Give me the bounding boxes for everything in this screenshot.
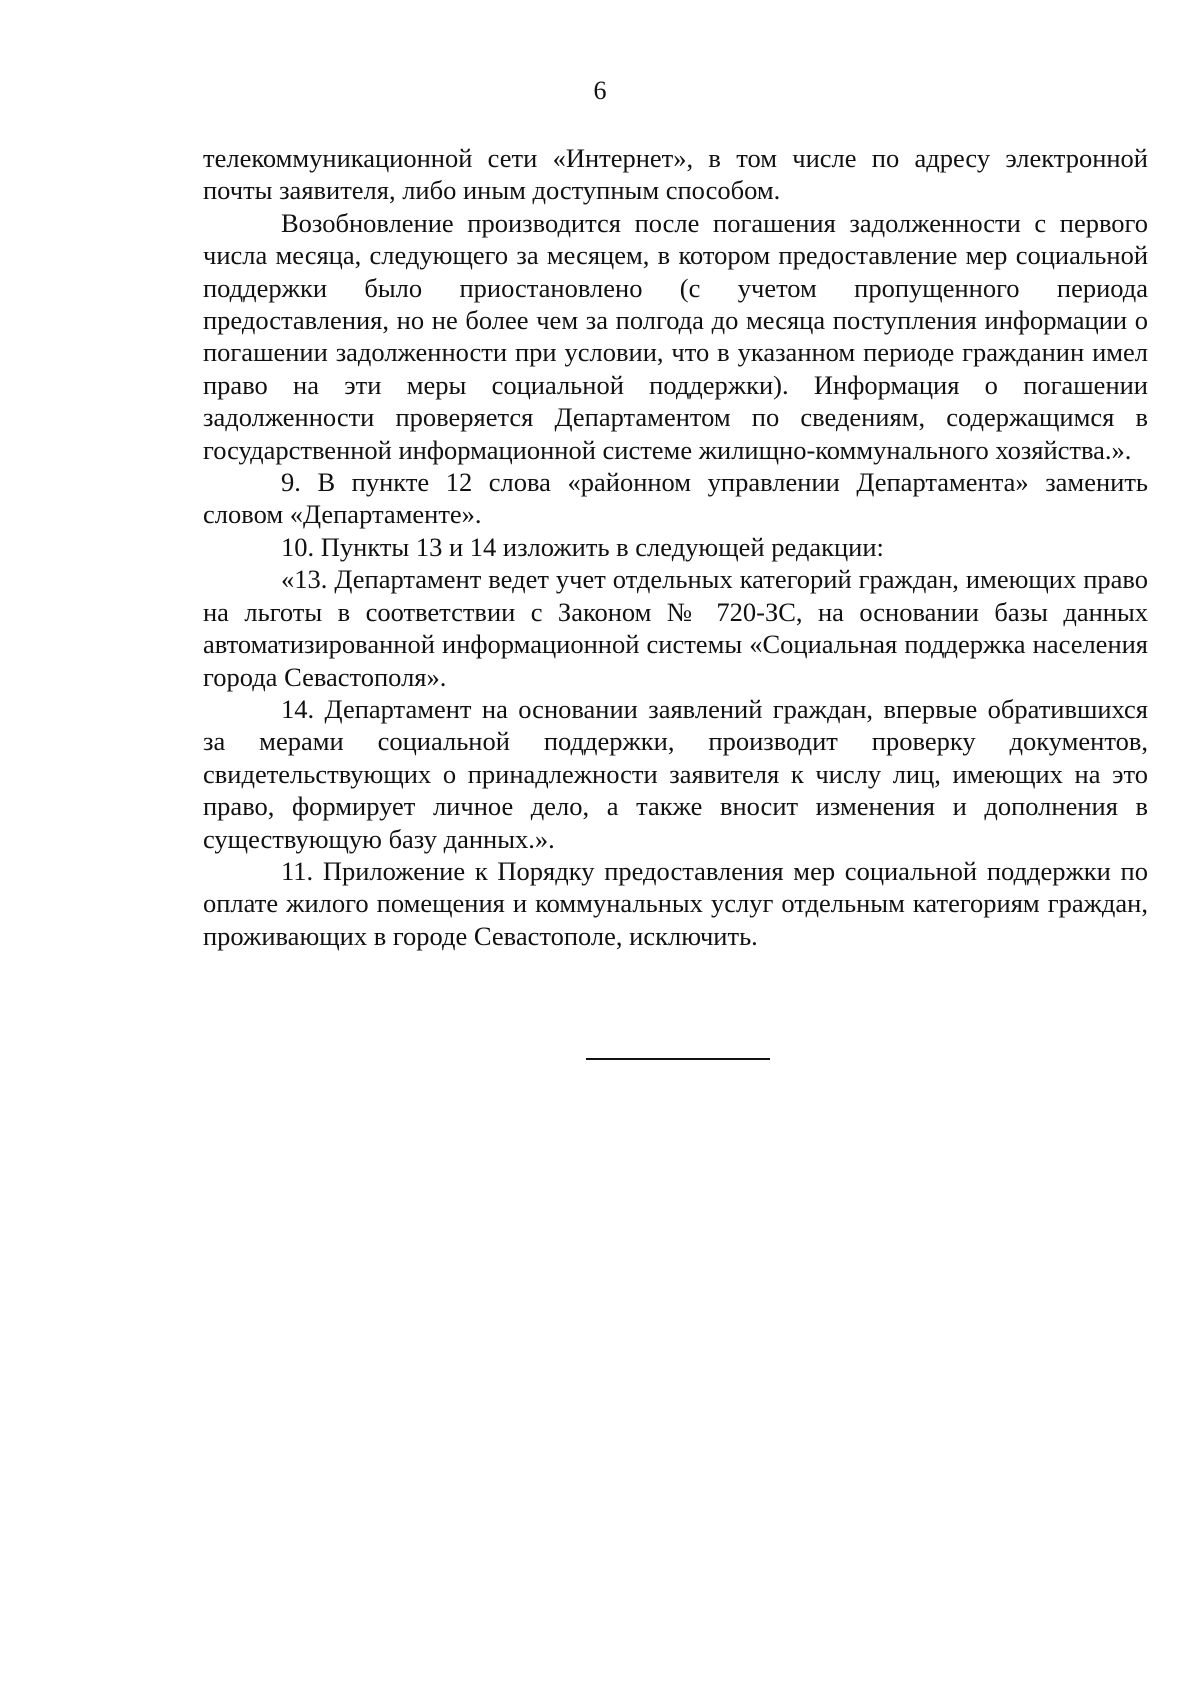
paragraph-resumption: Возобновление производится после погашения задолженности с первого числа месяца, следующего за месяцем, в котором предоставление мер социальной поддержки было приостановлено (с учетом пропущенного периода предоставления, но не более чем за полгода до месяца поступления информации о погашении задолженности при условии, что в указанном периоде гражданин имел право на эти меры социальной поддержки). Информация о погашении задолженности проверяется Департаментом по сведениям, содержащимся в государственной информационной системе жилищно-коммунального хозяйства.». [203, 207, 1148, 465]
paragraph-item-10: 10. Пункты 13 и 14 изложить в следующей редакции: [281, 531, 884, 562]
document-body [203, 142, 1148, 952]
paragraph-clause-14: 14. Департамент на основании заявлений граждан, впервые обратившихся за мерами социальной поддержки, производит проверку документов, свидетельствующих о принадлежности заявителя к числу лиц, имеющих на это право, формирует личное дело, а также вносит изменения и дополнения в существующую базу данных.». [203, 693, 1148, 854]
paragraph-item-11: 11. Приложение к Порядку предоставления мер социальной поддержки по оплате жилого помещения и коммунальных услуг отдельным категориям граждан, проживающих в городе Севастополе, исключить. [203, 855, 1148, 951]
page-number: 6 [593, 76, 607, 105]
end-of-text-rule [586, 1058, 770, 1060]
paragraph-continuation: телекоммуникационной сети «Интернет», в том числе по адресу электронной почты заявителя, либо иным доступным способом. [203, 143, 1148, 206]
paragraph-item-9: 9. В пункте 12 слова «районном управлении Департамента» заменить словом «Департаменте». [203, 467, 1148, 530]
paragraph-clause-13: «13. Департамент ведет учет отдельных категорий граждан, имеющих право на льготы в соответствии с Законом № 720-ЗС, на основании базы данных автоматизированной информационной системы «Социальная поддержка населения города Севастополя». [203, 564, 1148, 692]
